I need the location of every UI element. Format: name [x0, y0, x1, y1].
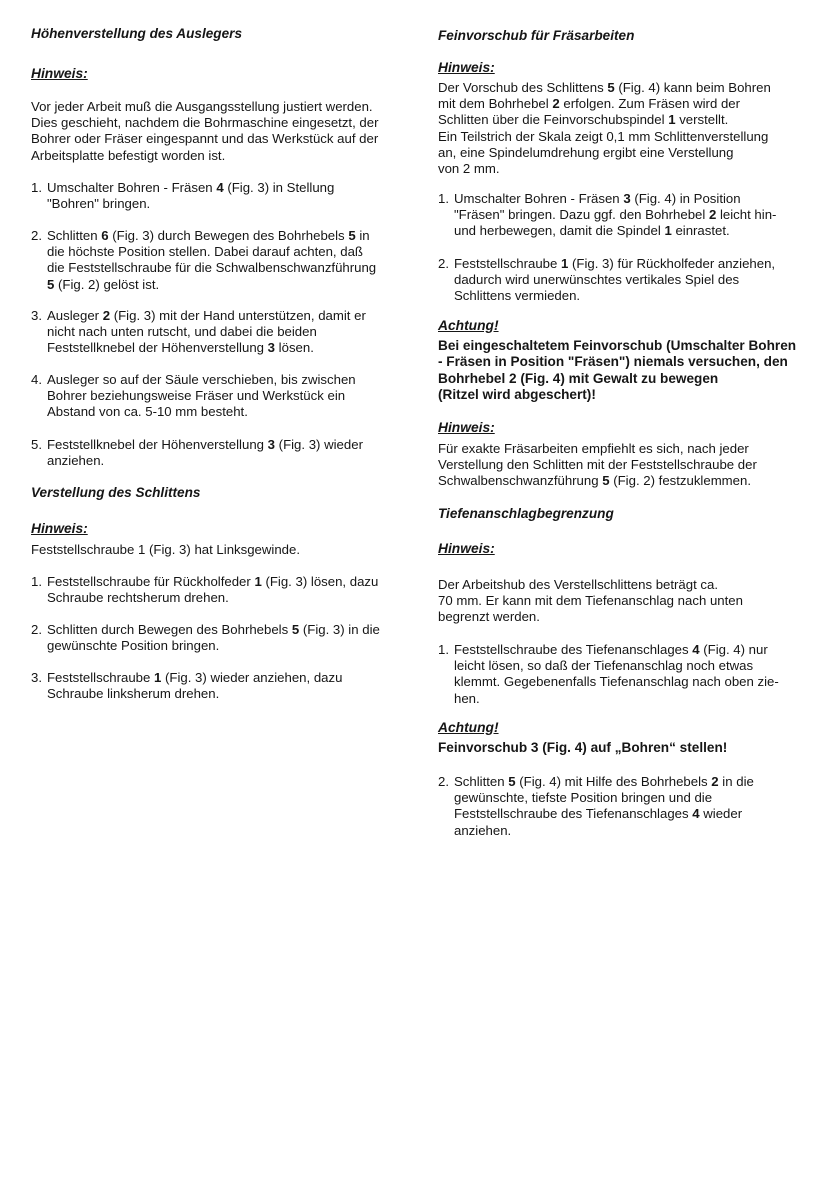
text-line: klemmt. Gegebenenfalls Tiefenanschlag nach oben zie- — [454, 674, 779, 690]
hinweis-paragraph — [438, 441, 818, 490]
hinweis-heading: Hinweis: — [31, 66, 88, 81]
text-line: Dies geschieht, nachdem die Bohrmaschine eingesetzt, der — [31, 115, 379, 131]
text-line: Bohrer oder Fräser eingespannt und das Werkstück auf der — [31, 131, 379, 147]
text-line: - Fräsen in Position "Fräsen") niemals versuchen, den — [438, 354, 788, 370]
text-line: 5 (Fig. 2) gelöst ist. — [47, 276, 160, 292]
text-line: Für exakte Fräsarbeiten empfiehlt es sich, nach jeder — [438, 441, 749, 456]
text-line: die Feststellschraube für die Schwalbenschwanzführung — [47, 260, 377, 276]
list-number: 1. — [31, 180, 42, 195]
warning-bohren: Feinvorschub 3 (Fig. 4) auf „Bohren“ stellen! — [438, 740, 728, 755]
text-line: an, eine Spindelumdrehung ergibt eine Verstellung — [438, 144, 734, 160]
text-line: hen. — [454, 690, 480, 706]
list-text — [47, 372, 409, 421]
text-line: und herbewegen, damit die Spindel 1 einrastet. — [454, 223, 730, 239]
text-line: Schraube rechtsherum drehen. — [47, 590, 229, 606]
list-number: 2. — [438, 256, 449, 271]
text-line: die höchste Position stellen. Dabei darauf achten, daß — [47, 244, 363, 260]
list-item — [31, 228, 409, 293]
list-number: 2. — [31, 228, 42, 243]
hinweis-heading: Hinweis: — [438, 541, 495, 556]
text-line: "Fräsen" bringen. Dazu ggf. den Bohrhebel 2 leicht hin- — [454, 207, 777, 223]
text-line: Schlitten über die Feinvorschubspindel 1 verstellt. — [438, 112, 729, 128]
list-text — [454, 191, 818, 240]
list-number: 4. — [31, 372, 42, 387]
text-line: Feststellschraube für Rückholfeder 1 (Fig. 3) lösen, dazu — [47, 574, 379, 589]
text-line: 70 mm. Er kann mit dem Tiefenanschlag nach unten — [438, 593, 743, 609]
warning-feinvorschub — [438, 338, 818, 404]
text-line: Feststellschraube 1 (Fig. 3) wieder anziehen, dazu — [47, 670, 343, 685]
text-line: Schlittens vermieden. — [454, 288, 581, 304]
list-number: 1. — [438, 642, 449, 657]
list-number: 2. — [438, 774, 449, 789]
text-line: Arbeitsplatte befestigt worden ist. — [31, 147, 226, 163]
list-text — [47, 228, 409, 293]
list-text — [47, 308, 409, 357]
list-item — [438, 191, 818, 240]
text-line: Schlitten durch Bewegen des Bohrhebels 5 (Fig. 3) in die — [47, 622, 380, 637]
list-item — [31, 180, 409, 212]
text-line: Feststellschraube 1 (Fig. 3) für Rückholfeder anziehen, — [454, 256, 776, 271]
list-text — [454, 774, 818, 839]
text-line: Bohrhebel 2 (Fig. 4) mit Gewalt zu bewegen — [438, 370, 719, 386]
arbeitshub-paragraph — [438, 577, 818, 626]
text-line: Feststellknebel der Höhenverstellung 3 lösen. — [47, 340, 314, 356]
text-line: nicht nach unten rutscht, und dabei die beiden — [47, 324, 317, 340]
list-text — [47, 574, 409, 606]
hinweis-heading: Hinweis: — [438, 420, 495, 435]
list-number: 5. — [31, 437, 42, 452]
linksgewinde-note: Feststellschraube 1 (Fig. 3) hat Linksgewinde. — [31, 542, 301, 557]
text-line: Vor jeder Arbeit muß die Ausgangsstellung justiert werden. — [31, 99, 373, 114]
list-item — [438, 256, 818, 305]
text-line: Schwalbenschwanzführung 5 (Fig. 2) festzuklemmen. — [438, 473, 751, 489]
text-line: Schraube linksherum drehen. — [47, 686, 220, 702]
text-line: Bei eingeschaltetem Feinvorschub (Umschalter Bohren — [438, 338, 797, 353]
section-title-hoehenverstellung: Höhenverstellung des Auslegers — [31, 26, 243, 41]
feinvorschub-paragraph — [438, 80, 818, 177]
hinweis-heading: Hinweis: — [438, 60, 495, 75]
text-line: Umschalter Bohren - Fräsen 3 (Fig. 4) in Position — [454, 191, 741, 206]
text-line: Ausleger so auf der Säule verschieben, bis zwischen — [47, 372, 356, 387]
text-line: Ein Teilstrich der Skala zeigt 0,1 mm Schlittenverstellung — [438, 128, 769, 144]
text-line: mit dem Bohrhebel 2 erfolgen. Zum Fräsen wird der — [438, 96, 741, 112]
text-line: Der Vorschub des Schlittens 5 (Fig. 4) kann beim Bohren — [438, 80, 771, 95]
text-line: Feststellschraube des Tiefenanschlages 4 (Fig. 4) nur — [454, 642, 768, 657]
text-line: begrenzt werden. — [438, 609, 540, 625]
text-line: gewünschte, tiefste Position bringen und die — [454, 790, 713, 806]
section-title-feinvorschub: Feinvorschub für Fräsarbeiten — [438, 28, 635, 43]
list-item — [438, 774, 818, 839]
list-item — [31, 670, 409, 702]
list-item — [438, 642, 818, 707]
text-line: Umschalter Bohren - Fräsen 4 (Fig. 3) in Stellung — [47, 180, 335, 195]
list-text — [47, 670, 409, 702]
hinweis-heading: Hinweis: — [31, 521, 88, 536]
list-item — [31, 574, 409, 606]
list-number: 1. — [31, 574, 42, 589]
text-line: leicht lösen, so daß der Tiefenanschlag noch etwas — [454, 658, 754, 674]
section-title-schlitten: Verstellung des Schlittens — [31, 485, 201, 500]
text-line: von 2 mm. — [438, 161, 500, 177]
text-line: anziehen. — [454, 822, 512, 838]
list-text — [47, 437, 409, 469]
achtung-heading: Achtung! — [438, 318, 499, 333]
text-line: "Bohren" bringen. — [47, 196, 151, 212]
list-item — [31, 372, 409, 421]
text-line: Ausleger 2 (Fig. 3) mit der Hand unterstützen, damit er — [47, 308, 366, 323]
list-number: 3. — [31, 308, 42, 323]
list-item — [31, 308, 409, 357]
intro-paragraph — [31, 99, 409, 164]
text-line: Verstellung den Schlitten mit der Feststellschraube der — [438, 457, 757, 473]
text-line: dadurch wird unerwünschtes vertikales Spiel des — [454, 272, 740, 288]
list-text — [454, 256, 818, 305]
list-text — [47, 622, 409, 654]
text-line: Der Arbeitshub des Verstellschlittens beträgt ca. — [438, 577, 719, 592]
text-line: Feststellschraube des Tiefenanschlages 4 wieder — [454, 806, 743, 822]
list-text — [454, 642, 818, 707]
text-line: Bohrer beziehungsweise Fräser und Werkstück ein — [47, 388, 346, 404]
list-text — [47, 180, 409, 212]
list-number: 2. — [31, 622, 42, 637]
text-line: Schlitten 5 (Fig. 4) mit Hilfe des Bohrhebels 2 in die — [454, 774, 754, 789]
text-line: Schlitten 6 (Fig. 3) durch Bewegen des Bohrhebels 5 in — [47, 228, 370, 243]
text-line: Abstand von ca. 5-10 mm besteht. — [47, 404, 248, 420]
text-line: (Ritzel wird abgeschert)! — [438, 387, 596, 403]
text-line: Feststellknebel der Höhenverstellung 3 (Fig. 3) wieder — [47, 437, 363, 452]
text-line: anziehen. — [47, 453, 105, 469]
list-item — [31, 622, 409, 654]
section-title-tiefenanschlag: Tiefenanschlagbegrenzung — [438, 506, 614, 521]
list-number: 3. — [31, 670, 42, 685]
list-number: 1. — [438, 191, 449, 206]
list-item — [31, 437, 409, 469]
achtung-heading: Achtung! — [438, 720, 499, 735]
text-line: gewünschte Position bringen. — [47, 638, 220, 654]
